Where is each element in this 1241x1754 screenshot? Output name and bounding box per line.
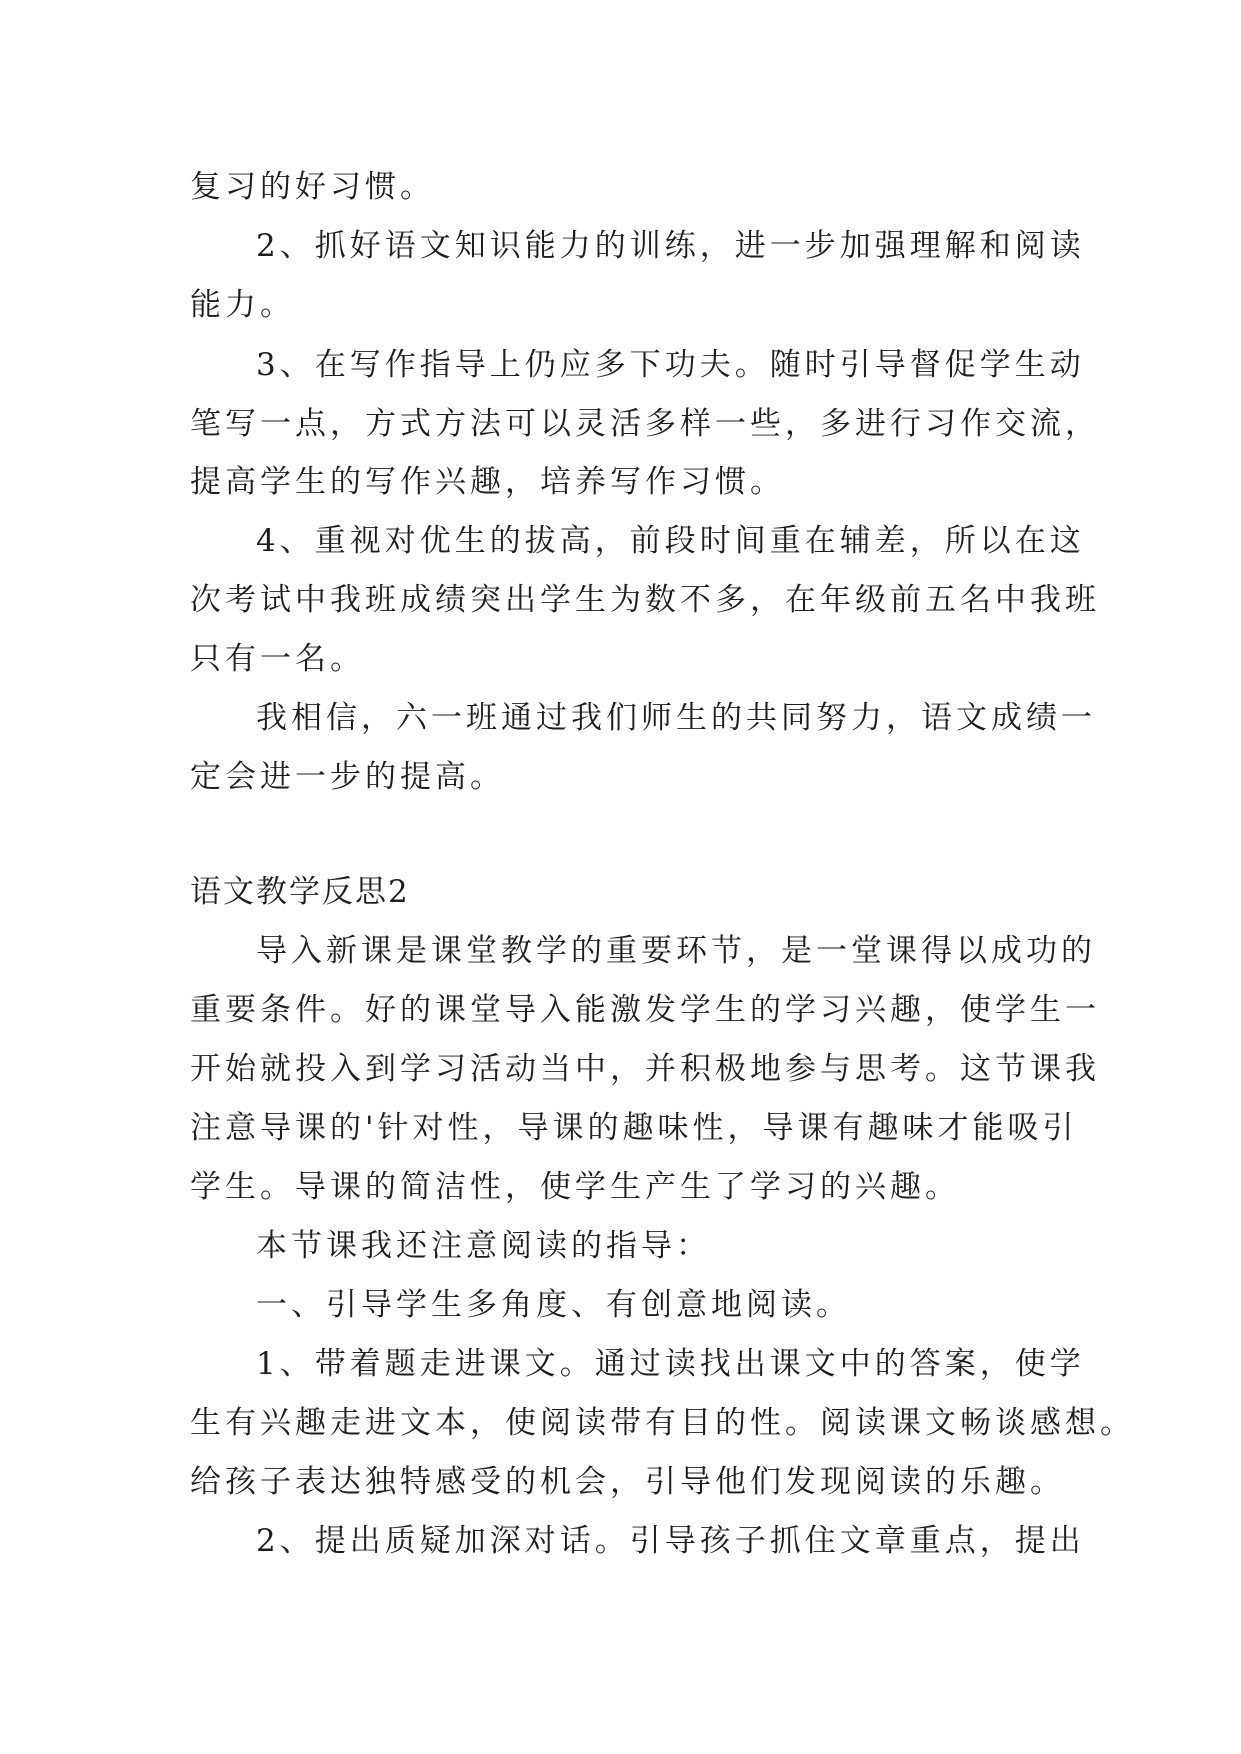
text-line: 只有一名。 [190,641,365,677]
text-line: 4、重视对优生的拔高，前段时间重在辅差，所以在这 [256,523,1085,559]
text-line: 提高学生的写作兴趣，培养写作习惯。 [190,464,785,500]
section-heading: 语文教学反思2 [190,874,410,910]
text-line: 学生。导课的简洁性，使学生产生了学习的兴趣。 [190,1169,960,1205]
text-line: 3、在写作指导上仍应多下功夫。随时引导督促学生动 [256,347,1085,383]
text-line: 2、提出质疑加深对话。引导孩子抓住文章重点，提出 [256,1523,1085,1559]
text-line: 1、带着题走进课文。通过读找出课文中的答案，使学 [256,1346,1085,1382]
text-line: 次考试中我班成绩突出学生为数不多，在年级前五名中我班 [190,582,1100,618]
text-line: 笔写一点，方式方法可以灵活多样一些，多进行习作交流， [190,406,1100,442]
text-line: 我相信，六一班通过我们师生的共同努力，语文成绩一 [256,700,1096,736]
text-line: 一、引导学生多角度、有创意地阅读。 [256,1287,851,1323]
text-line: 本节课我还注意阅读的指导： [256,1228,711,1264]
text-line: 开始就投入到学习活动当中，并积极地参与思考。这节课我 [190,1051,1100,1087]
text-line: 导入新课是课堂教学的重要环节，是一堂课得以成功的 [256,933,1096,969]
text-line: 给孩子表达独特感受的机会，引导他们发现阅读的乐趣。 [190,1464,1065,1500]
text-line: 定会进一步的提高。 [190,759,505,795]
text-line: 生有兴趣走进文本，使阅读带有目的性。阅读课文畅谈感想。 [190,1405,1135,1441]
text-line: 复习的好习惯。 [190,169,435,205]
text-line: 注意导课的'针对性，导课的趣味性，导课有趣味才能吸引 [190,1110,1078,1146]
text-line: 能力。 [190,287,295,323]
text-line: 重要条件。好的课堂导入能激发学生的学习兴趣，使学生一 [190,992,1100,1028]
text-line: 2、抓好语文知识能力的训练，进一步加强理解和阅读 [256,228,1085,264]
